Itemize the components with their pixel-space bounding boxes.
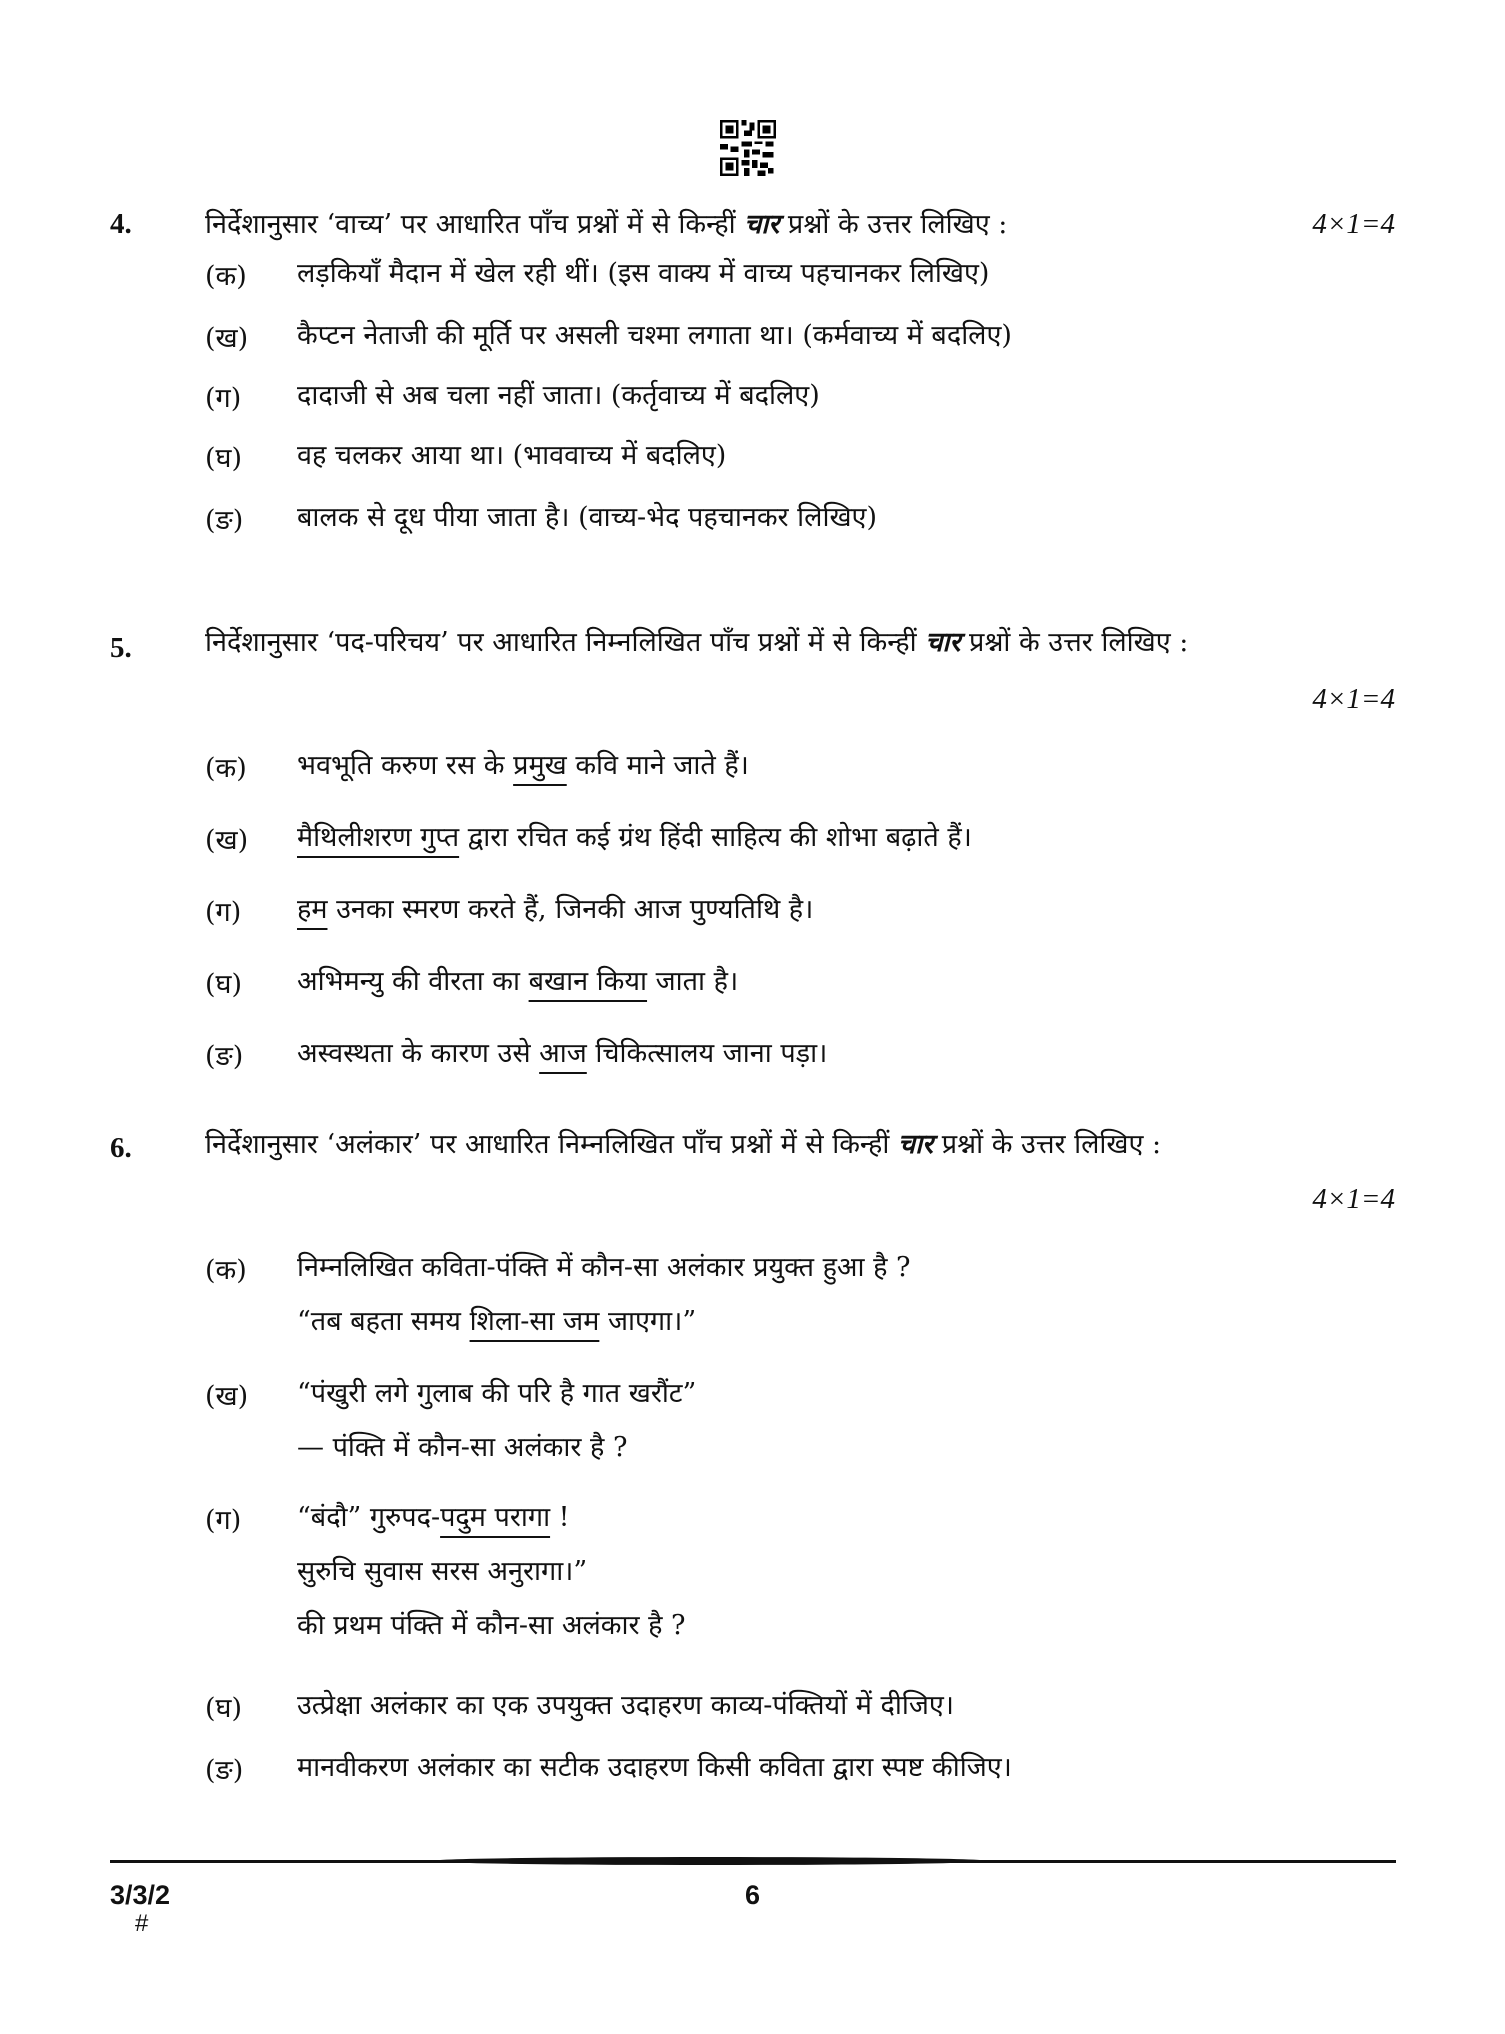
instruction-emphasis: चार — [897, 1129, 934, 1160]
sub-question-text: लड़कियाँ मैदान में खेल रही थीं। (इस वाक्य में वाच्य पहचानकर लिखिए) — [297, 258, 990, 289]
question-instruction — [205, 1116, 1335, 1174]
sub-question-text: की प्रथम पंक्ति में कौन-सा अलंकार है ? — [297, 1610, 686, 1641]
quoted-verse — [297, 1492, 570, 1544]
instruction-text: प्रश्नों के उत्तर लिखिए : — [779, 209, 1008, 240]
page-number: 6 — [745, 1880, 761, 1910]
question-number: 5. — [110, 632, 132, 664]
text-segment: “तब बहता समय — [297, 1306, 470, 1337]
text-segment: जाता है। — [647, 966, 739, 997]
quoted-verse: “पंखुरी लगे गुलाब की परि है गात खरौंट” — [297, 1378, 697, 1409]
underlined-word: आज — [539, 1038, 587, 1069]
sub-question-text: कैप्टन नेताजी की मूर्ति पर असली चश्मा लगाता था। (कर्मवाच्य में बदलिए) — [297, 320, 1012, 351]
quoted-verse: सुरुचि सुवास सरस अनुरागा।” — [297, 1556, 588, 1587]
sub-question-text: — पंक्ति में कौन-सा अलंकार है ? — [297, 1432, 628, 1463]
question-instruction — [205, 196, 1335, 254]
sub-question-text — [297, 884, 813, 936]
instruction-text: प्रश्नों के उत्तर लिखिए : — [960, 627, 1189, 658]
underlined-word: बखान किया — [528, 966, 648, 997]
text-segment: जाएगा।” — [599, 1306, 697, 1337]
text-segment: उनका स्मरण करते हैं, जिनकी आज पुण्यतिथि है। — [327, 894, 814, 925]
underlined-word: प्रमुख — [513, 750, 567, 781]
sub-question-text — [297, 956, 738, 1008]
instruction-emphasis: चार — [925, 627, 961, 658]
text-segment: अस्वस्थता के कारण उसे — [297, 1038, 540, 1069]
text-segment: “बंदौ” गुरुपद- — [297, 1502, 441, 1533]
text-segment: द्वारा रचित कई ग्रंथ हिंदी साहित्य की शोभा बढ़ाते हैं। — [459, 822, 972, 853]
instruction-text: प्रश्नों के उत्तर लिखिए : — [933, 1129, 1162, 1160]
sub-question-label: (घ) — [205, 969, 243, 1000]
text-segment: कवि माने जाते हैं। — [566, 750, 749, 781]
sub-question-label: (ग) — [205, 897, 242, 928]
sub-question-text: निम्नलिखित कविता-पंक्ति में कौन-सा अलंकार प्रयुक्त हुआ है ? — [297, 1252, 911, 1283]
instruction-text: निर्देशानुसार ‘पद-परिचय’ पर आधारित निम्नलिखित पाँच प्रश्नों में से किन्हीं — [205, 627, 926, 658]
paper-code: 3/3/2 — [110, 1880, 171, 1910]
sub-question-label: (ग) — [205, 1505, 242, 1536]
sub-question-label: (ख) — [205, 323, 249, 354]
instruction-emphasis: चार — [744, 209, 780, 240]
sub-question-text: दादाजी से अब चला नहीं जाता। (कर्तृवाच्य में बदलिए) — [297, 380, 820, 411]
text-segment: अभिमन्यु की वीरता का — [297, 966, 529, 997]
sub-question-label: (क) — [205, 261, 247, 292]
sub-question-label: (ख) — [205, 1381, 249, 1412]
sub-question-text — [297, 812, 972, 864]
sub-question-label: (ङ) — [205, 505, 244, 536]
sub-question-label: (ङ) — [205, 1041, 244, 1072]
text-segment: भवभूति करुण रस के — [297, 750, 514, 781]
marks: 4×1=4 — [1312, 683, 1395, 715]
sub-question-text: मानवीकरण अलंकार का सटीक उदाहरण किसी कविता द्वारा स्पष्ट कीजिए। — [297, 1752, 1012, 1783]
footer-divider-accent — [430, 1857, 990, 1865]
sub-question-text: उत्प्रेक्षा अलंकार का एक उपयुक्त उदाहरण काव्य-पंक्तियों में दीजिए। — [297, 1690, 955, 1721]
sub-question-text — [297, 1028, 827, 1080]
sub-question-label: (ख) — [205, 825, 249, 856]
quoted-verse — [297, 1296, 696, 1348]
underlined-word: पदुम परागा — [440, 1502, 551, 1533]
sub-question-label: (क) — [205, 1255, 247, 1286]
text-segment: ! — [550, 1502, 570, 1533]
instruction-text: निर्देशानुसार ‘वाच्य’ पर आधारित पाँच प्रश्नों में से किन्हीं — [205, 209, 745, 240]
question-instruction — [205, 614, 1335, 672]
marks: 4×1=4 — [1312, 208, 1395, 240]
instruction-text: निर्देशानुसार ‘अलंकार’ पर आधारित निम्नलिखित पाँच प्रश्नों में से किन्हीं — [205, 1129, 898, 1160]
sub-question-label: (क) — [205, 753, 247, 784]
text-segment: चिकित्सालय जाना पड़ा। — [586, 1038, 828, 1069]
sub-question-text: वह चलकर आया था। (भाववाच्य में बदलिए) — [297, 440, 727, 471]
sub-question-label: (घ) — [205, 1693, 243, 1724]
question-number: 6. — [110, 1132, 132, 1164]
sub-question-text — [297, 740, 749, 792]
underlined-word: शिला-सा जम — [469, 1306, 600, 1337]
sub-question-label: (ङ) — [205, 1755, 244, 1786]
underlined-word: हम — [297, 894, 328, 925]
marks: 4×1=4 — [1312, 1183, 1395, 1215]
hash-mark: # — [135, 1910, 149, 1937]
underlined-word: मैथिलीशरण गुप्त — [297, 822, 460, 853]
qr-code-icon — [720, 120, 776, 176]
question-number: 4. — [110, 208, 132, 240]
sub-question-label: (ग) — [205, 383, 242, 414]
sub-question-text: बालक से दूध पीया जाता है। (वाच्य-भेद पहचानकर लिखिए) — [297, 502, 878, 533]
sub-question-label: (घ) — [205, 443, 243, 474]
